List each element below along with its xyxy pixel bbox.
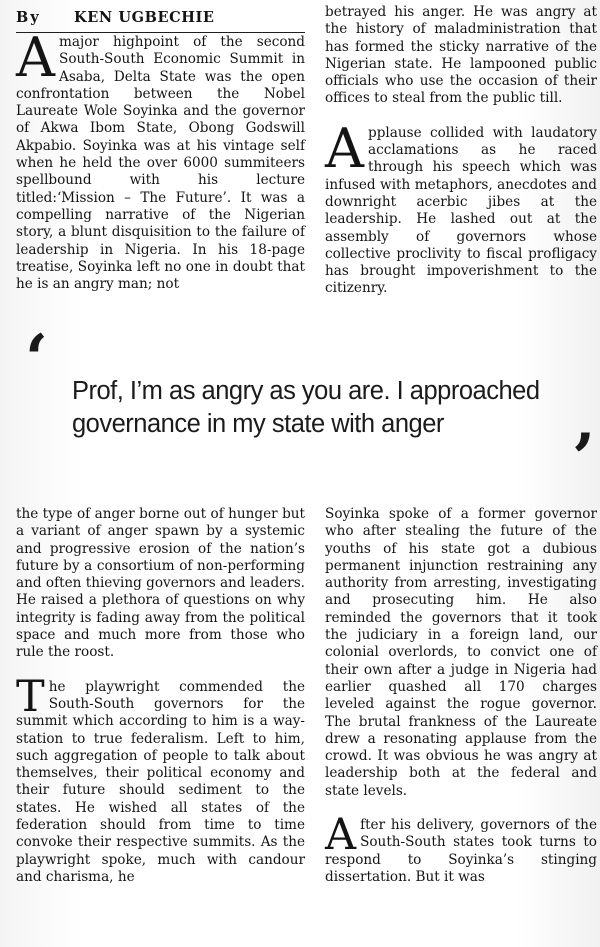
- close-quote-mark: ’: [572, 419, 595, 497]
- byline: [16, 8, 305, 33]
- drop-cap: A: [16, 26, 55, 89]
- article-paragraph: [16, 26, 305, 293]
- article-paragraph: betrayed his anger. He was angry at the history of maladministration that has formed the sticky narrative of the Nigerian state. He lampooned public officials who use the occasion of their offices to steal from the public till.: [325, 4, 597, 107]
- article-column-bottom-left: [16, 506, 305, 886]
- drop-cap: A: [325, 810, 357, 861]
- paragraph-text: he playwright commended the South-South governors for the summit which according to him is a way-station to true federalism. Left to him, such aggregation of people to talk about themselves, their political economy and their future should sediment to the states. He wished all states of the federation should from time to time convoke their respective summits. As the playwright spoke, much with candour and charisma, he: [16, 678, 305, 885]
- article-paragraph: Soyinka spoke of a former governor who after stealing the future of the youths of his state got a dubious permanent injunction restraining any authority from arresting, investigating and prosecuting him. He also reminded the governors that it took the judiciary in a foreign land, our colonial overlords, to convict one of their own after a judge in Nigeria had earlier quashed all 170 charges leveled against the rogue governor. The brutal frankness of the Laureate drew a resonating applause from the crowd. It was obvious he was angry at leadership both at the federal and state levels.: [325, 506, 597, 799]
- byline-prefix: By: [16, 9, 41, 26]
- open-quote-mark: ‘: [25, 320, 48, 398]
- article-paragraph: the type of anger borne out of hunger but a variant of anger spawn by a systemic and progressive erosion of the nation’s future by a consortium of non-performing and often thieving governors and leaders. He raised a plethora of questions on why integrity is fading away from the political space and much more from those who rule the roost.: [16, 506, 305, 661]
- article-column-top-left: [16, 26, 305, 293]
- pull-quote: [0, 320, 600, 497]
- article-paragraph: [325, 810, 597, 886]
- article-paragraph: [325, 116, 597, 298]
- pull-quote-text: Prof, I’m as angry as you are. I approached governance in my state with anger: [72, 377, 540, 438]
- paragraph-text: fter his delivery, governors of the South-South states took turns to respond to Soyinka’s stinging dissertation. But it was: [325, 817, 597, 885]
- drop-cap: A: [325, 116, 364, 180]
- article-column-top-right: [325, 4, 597, 298]
- paragraph-text: major highpoint of the second South-South Economic Summit in Asaba, Delta State was the open confrontation between the Nobel Laureate Wole Soyinka and the governor of Akwa Ibom State, Obong Godswill Akpabio. Soyinka was at his vintage self when he held the over 6000 summiteers spellbound with his lecture titled:‘Mission – The Future’. It was a compelling narrative of the Nigerian story, a blunt disquisition to the failure of leadership in Nigeria. In his 18-page treatise, Soyinka left no one in doubt that he is an angry man; not: [16, 34, 305, 293]
- drop-cap: T: [16, 671, 45, 722]
- article-paragraph: [16, 671, 305, 887]
- byline-author: KEN UGBECHIE: [74, 9, 215, 26]
- paragraph-text: pplause collided with laudatory acclamations as he raced through his speech which was infused with metaphors, anecdotes and downright acerbic jibes at the leadership. He lashed out at the assembly of governors whose collective proclivity to fiscal profligacy has brought impoverishment to the citizenry.: [325, 124, 597, 297]
- article-column-bottom-right: [325, 506, 597, 886]
